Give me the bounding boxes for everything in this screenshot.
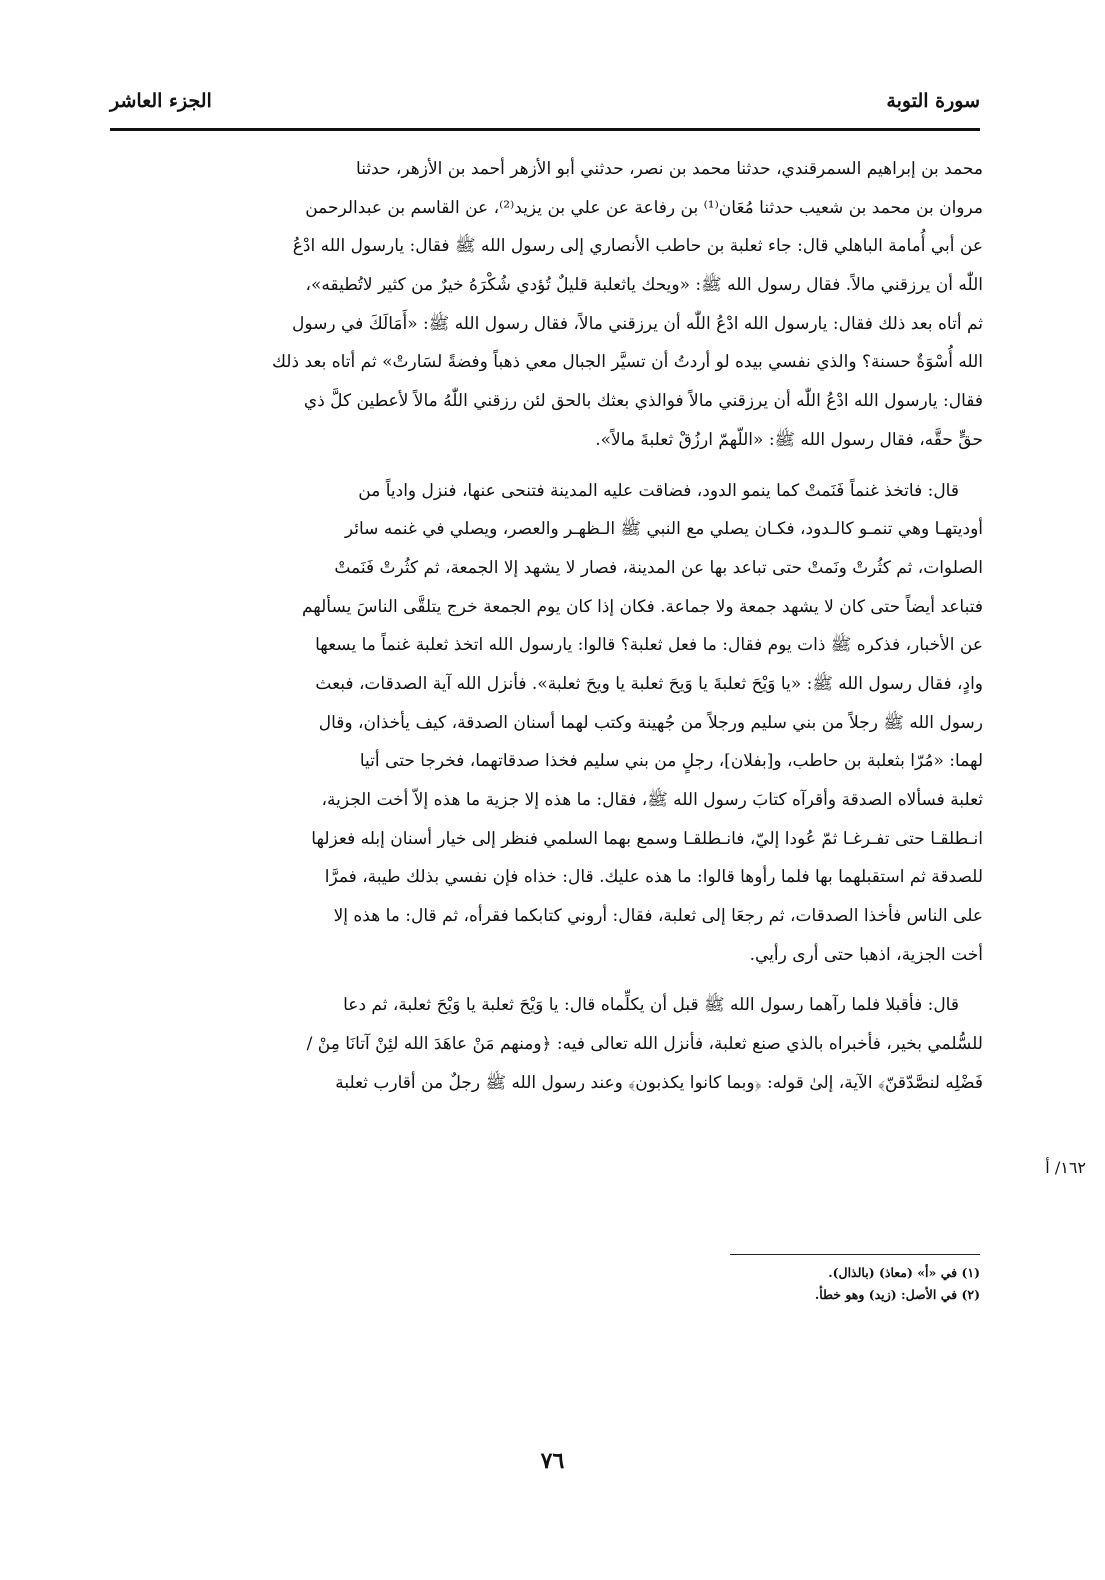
paragraph-1 [108, 150, 983, 460]
text-line: حقٍّ حقَّه، فقال رسول الله ﷺ: «اللّهمّ ارزُقْ ثعلبةَ مالاً». [595, 429, 983, 450]
text-line: فقال: يارسول الله ادْعُ اللّٰه أن يرزقني مالاً فوالذي بعثك بالحق لئن رزقني اللّٰهُ مالاً لأعطين كلَّ ذي [303, 391, 983, 412]
footnotes [500, 1262, 980, 1306]
text-line: فتباعد أيضاً حتى كان لا يشهد جمعة ولا جماعة. فكان إذا كان يوم الجمعة خرج يتلقَّى الناسَ يسألهم [301, 596, 983, 617]
text-line: أخت الجزية، اذهبا حتى أرى رأيي. [749, 944, 983, 965]
text-line: للسُّلمي بخير، فأخبراه بالذي صنع ثعلبة، فأنزل الله تعالى فيه: ﴿ومنهم مَنْ عاهَدَ الله لئِنْ آتانَا مِنْ / [306, 1034, 983, 1055]
text-line: رسول الله ﷺ رجلاً من بني سليم ورجلاً من جُهينة وكتب لهما أسنان الصدقة، كيف يأخذان، وقال [318, 712, 983, 733]
text-line: الله أُسْوَةٌ حسنة؟ والذي نفسي بيده لو أردتُ أن تسيَّر الجبال معي ذهباً وفضةً لسَارتْ» ثم أتاه بعد ذلك [271, 352, 983, 373]
text-line: اللّٰه أن يرزقني مالاً. فقال رسول الله ﷺ: «ويحك ياثعلبة قليلٌ تُؤدي شُكْرَهُ خيرٌ من كثير لاتُطيقه»، [305, 275, 983, 296]
footnote-1: (١) في «أ» (معاذ) (بالذال). [828, 1265, 980, 1280]
running-header [110, 88, 980, 124]
main-text [108, 150, 983, 1103]
text-line: على الناس فأخذا الصدقات، ثم رجعَا إلى ثعلبة، فقال: أروني كتابكما فقرأه، ثم قال: ما هذه إلا [333, 906, 983, 927]
page-number: ٧٦ [540, 1448, 565, 1474]
text-line: عن أبي أُمامة الباهلي قال: جاء ثعلبة بن حاطب الأنصاري إلى رسول الله ﷺ فقال: يارسول الله ادْعُ [292, 236, 983, 257]
text-line: مروان بن محمد بن شعيب حدثنا مُعَان⁽¹⁾ بن رفاعة عن علي بن يزيد⁽²⁾، عن القاسم بن عبدالرحمن [305, 197, 983, 218]
text-line: قال: فأقبلا فلما رآهما رسول الله ﷺ قبل أن يكلِّماه قال: يا وَيْحَ ثعلبة يا وَيْحَ ثعلبة، ثم دعا [343, 995, 959, 1016]
text-line: ثم أتاه بعد ذلك فقال: يارسول الله ادْعُ اللّٰه أن يرزقني مالاً، فقال رسول الله ﷺ: «أَمَالَكَ في رسول [292, 313, 983, 334]
text-line: لهما: «مُرّا بثعلبة بن حاطب، و[بفلان]، رجلٍ من بني سليم فخذا صدقاتهما، فخرجا حتى أتيا [359, 751, 983, 772]
text-line: قال: فاتخذ غنماً فَنَمتْ كما ينمو الدود، فضاقت عليه المدينة فتنحى عنها، فنزل وادياً من [358, 480, 959, 501]
paragraph-2 [108, 472, 983, 975]
text-line: عن الأخبار، فذكره ﷺ ذات يوم فقال: ما فعل ثعلبة؟ قالوا: يارسول الله اتخذ ثعلبة غنماً ما يسعها [315, 635, 983, 656]
text-line: للصدقة ثم استقبلهما بها فلما رأوها قالوا: ما هذه عليك. قال: خذاه فإن نفسي بذلك طيبة، فمرَّا [324, 867, 983, 888]
text-line: أوديتهـا وهي تنمـو كالـدود، فكـان يصلي مع النبي ﷺ الـظهـر والعصر، ويصلي في غنمه سائر [344, 519, 983, 540]
header-surah-name: سورة التوبة [886, 90, 980, 112]
text-line: الصلوات، ثم كثُرتْ ونَمتْ حتى تباعد بها عن المدينة، فصار لا يشهد إلا الجمعة، ثم كثُرتْ فَنَمتْ [334, 557, 983, 578]
text-line: فَضْلِه لنصَّدّقنّ﴾ الآية، إلىٰ قوله: ﴿وبما كانوا يكذبون﴾ وعند رسول الله ﷺ رجلٌ من أقارب ثعلبة [335, 1072, 983, 1093]
text-line: ثعلبة فسألاه الصدقة وأقرآه كتابَ رسول الله ﷺ، فقال: ما هذه إلا جزية ما هذه إلاّ أخت الجزية، [321, 790, 983, 810]
text-line: وادٍ، فقال رسول الله ﷺ: «يا وَيْحَ ثعلبةَ يا وَيحَ ثعلبة يا ويحَ ثعلبة». فأنزل الله آية الصدقات، فبعث [315, 673, 983, 694]
paragraph-3 [108, 986, 983, 1102]
footnote-2: (٢) في الأصل: (زيد) وهو خطأ. [814, 1287, 980, 1302]
footnote-rule [730, 1254, 980, 1255]
header-volume-name: الجزء العاشر [110, 90, 212, 112]
text-line: انـطلقـا حتى تفـرغـا ثمّ عُودا إليّ، فانـطلقـا وسمع بهما السلمي فنظر إلى خيار أسنان إبله فعزلها [311, 828, 983, 849]
text-line: محمد بن إبراهيم السمرقندي، حدثنا محمد بن نصر، حدثني أبو الأزهر أحمد بن الأزهر، حدثنا [356, 159, 983, 179]
manuscript-folio-marker: ١٦٢/ أ [1045, 1158, 1086, 1177]
header-rule [110, 128, 980, 131]
